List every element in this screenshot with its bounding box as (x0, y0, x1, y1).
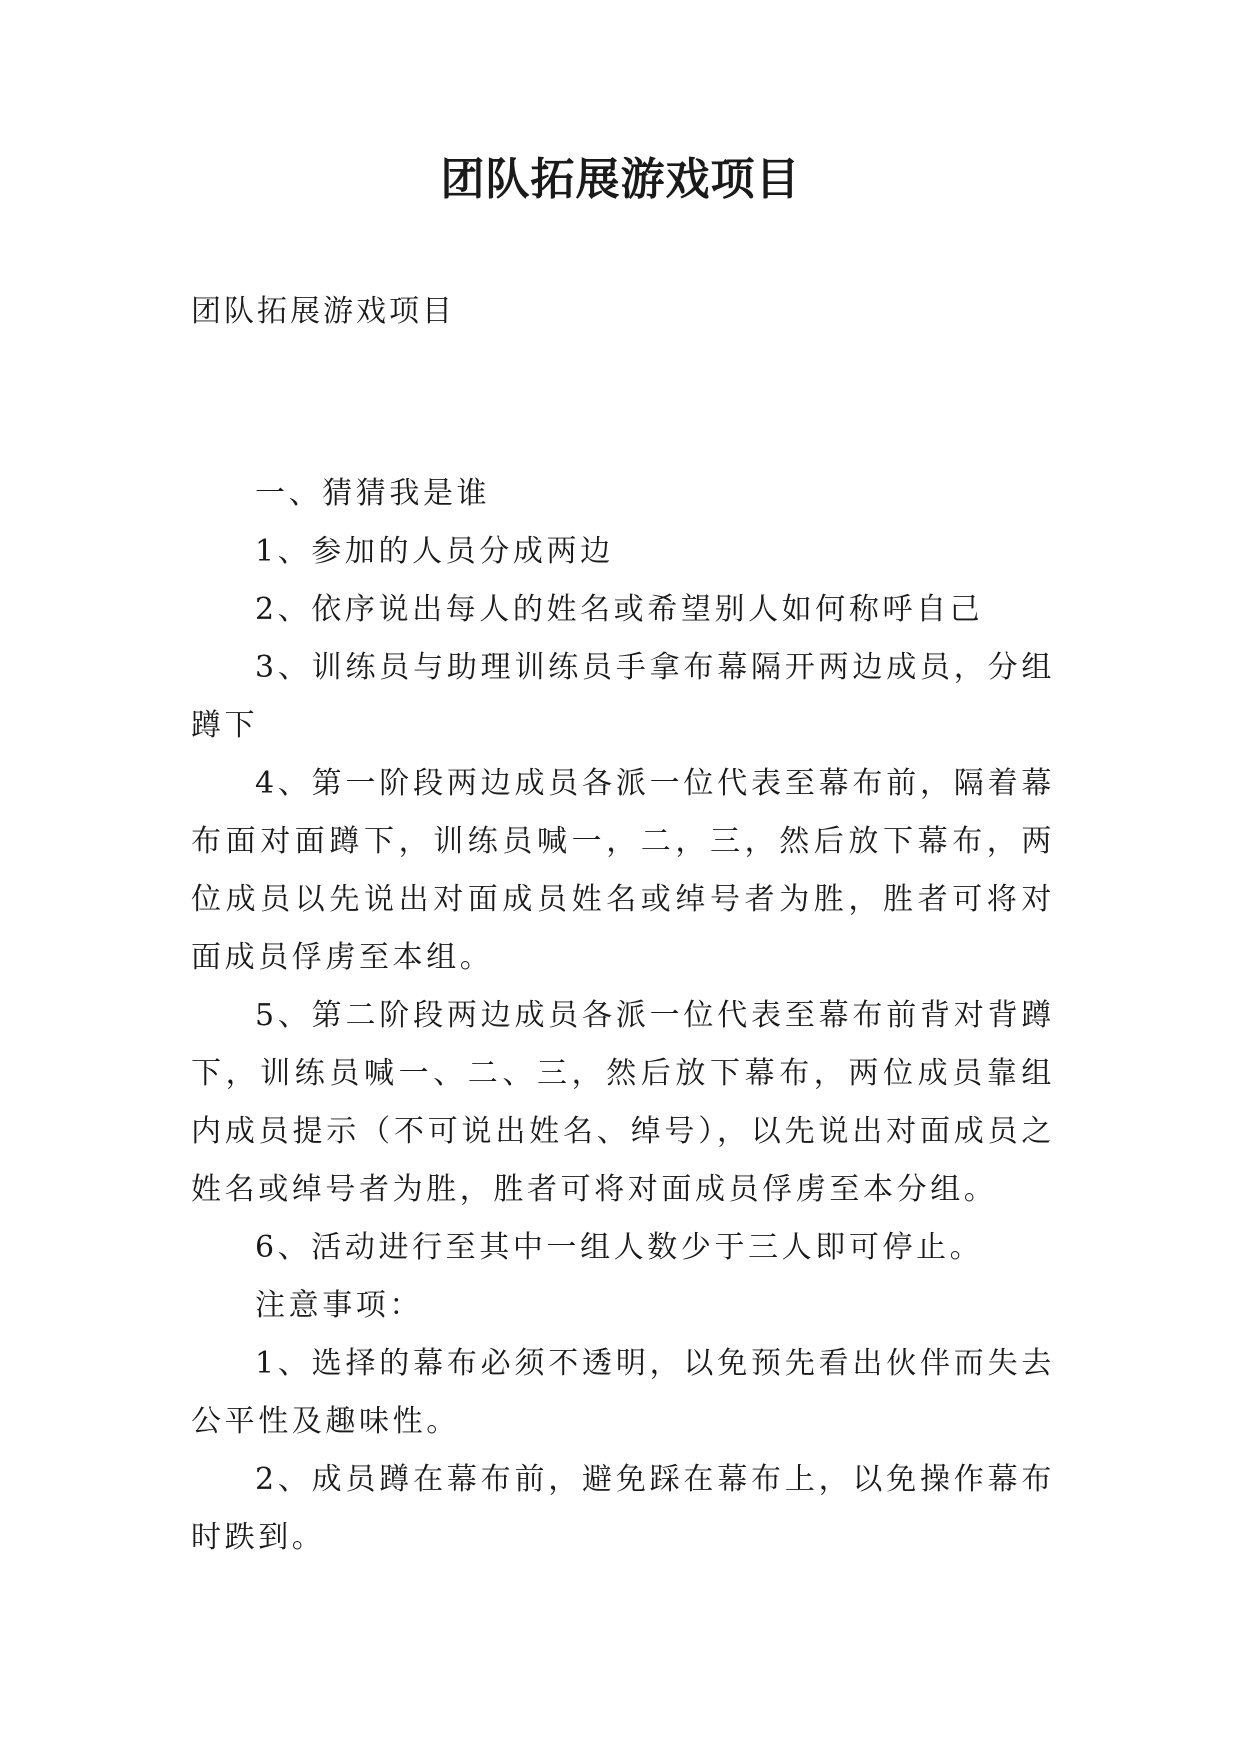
paragraph: 2、成员蹲在幕布前，避免踩在幕布上，以免操作幕布时跌到。 (191, 1462, 1055, 1555)
document-subtitle: 团队拓展游戏项目 (191, 294, 455, 329)
document-title: 团队拓展游戏项目 (440, 154, 801, 205)
paragraph: 1、选择的幕布必须不透明，以免预先看出伙伴而失去公平性及趣味性。 (191, 1346, 1055, 1439)
paragraph: 5、第二阶段两边成员各派一位代表至幕布前背对背蹲下，训练员喊一、二、三，然后放下幕布，两位成员靠组内成员提示（不可说出姓名、绰号），以先说出对面成员之姓名或绰号者为胜，胜者可将对面成员俘虏至本分组。 (191, 998, 1055, 1207)
paragraph: 3、训练员与助理训练员手拿布幕隔开两边成员，分组蹲下 (191, 650, 1055, 743)
section-heading: 一、猜猜我是谁 (255, 476, 491, 511)
document-body (191, 465, 1055, 1567)
paragraph: 2、依序说出每人的姓名或希望别人如何称呼自己 (255, 592, 984, 627)
paragraph: 4、第一阶段两边成员各派一位代表至幕布前，隔着幕布面对面蹲下，训练员喊一，二，三，然后放下幕布，两位成员以先说出对面成员姓名或绰号者为胜，胜者可将对面成员俘虏至本组。 (191, 766, 1055, 975)
notes-heading: 注意事项： (255, 1288, 423, 1323)
paragraph: 6、活动进行至其中一组人数少于三人即可停止。 (255, 1230, 984, 1265)
paragraph: 1、参加的人员分成两边 (255, 534, 614, 569)
